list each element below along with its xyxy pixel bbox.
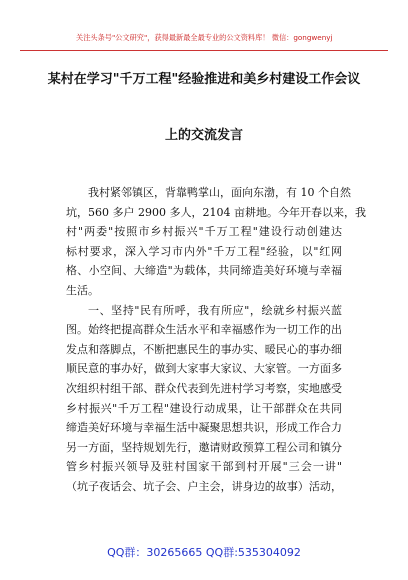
- body-line: 标村要求，深入学习市内外"千万工程"经验，以"红网: [66, 244, 342, 258]
- body-line: 缔造美好环境与幸福生活中凝聚思想共识，形成工作合力: [66, 421, 342, 435]
- body-line: 一、坚持"民有所呼，我有所应"，绘就乡村振兴蓝: [88, 303, 342, 317]
- body-line: 乡村振兴"千万工程"建设行动成果，让干部群众在共同: [66, 401, 342, 415]
- document-title-line-1: 某村在学习"千万工程"经验推进和美乡村建设工作会议: [47, 72, 361, 87]
- document-title-line-2: 上的交流发言: [164, 128, 243, 143]
- document-body: [66, 183, 366, 497]
- body-line: 村"两委"按照市乡村振兴"千万工程"建设行动创建达: [66, 225, 342, 239]
- body-line: （坑子夜话会、坑子会、户主会，讲身边的故事）活动，: [66, 479, 342, 493]
- body-line: 我村紧邻镇区，背靠鸭掌山，面向东渤，有 10 个自然: [88, 186, 351, 199]
- body-line: 生活。: [66, 283, 99, 297]
- body-line: 顺民意的事办好，做到大家事大家议、大家管。一方面多: [66, 362, 342, 376]
- body-line: 管乡村振兴领导及驻村国家干部到村开展"三会一讲": [66, 460, 342, 474]
- header-promo-text: 关注头条号"公文研究"，获得最新最全最专业的公文资料库！ 微信：gongwenyj: [76, 33, 333, 42]
- body-line: 格、小空间、大缔造"为载体，共同缔造美好环境与幸福: [66, 264, 342, 278]
- body-line: 坑，560 多户 2900 多人，2104 亩耕地。今年开春以来，我: [66, 205, 366, 219]
- body-line: 发点和落脚点，不断把惠民生的事办实、暖民心的事办细: [66, 342, 342, 356]
- body-line: 另一方面，坚持规划先行，邀请财政预算工程公司和镇分: [66, 440, 342, 454]
- body-line: 图。始终把提高群众生活水平和幸福感作为一切工作的出: [66, 323, 342, 337]
- footer-qq-groups: QQ群：30265665 QQ群:535304092: [107, 546, 301, 559]
- body-line: 次组织村组干部、群众代表到先进村学习考察，实地感受: [66, 381, 342, 395]
